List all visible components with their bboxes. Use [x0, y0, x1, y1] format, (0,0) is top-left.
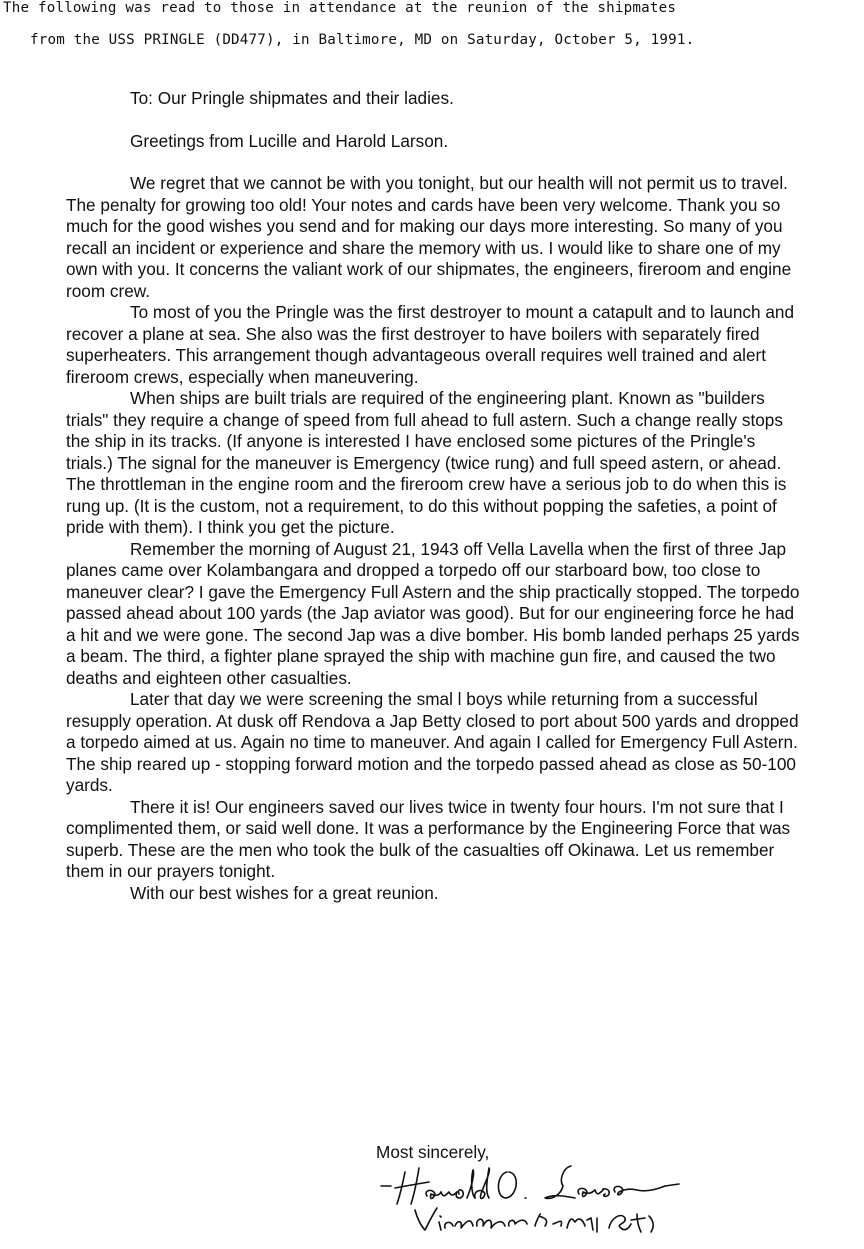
closing: Most sincerely,	[376, 1142, 490, 1162]
greeting: Greetings from Lucille and Harold Larson.	[130, 130, 449, 151]
salutation: To: Our Pringle shipmates and their ladies.	[130, 88, 454, 108]
paragraph: To most of you the Pringle was the first destroyer to mount a catapult and to launch and recover a plane at sea. She also was the first destroyer to have boilers with separately fired superheaters. This arrangement though advantageous overall requires well trained and alert fireroom crews, especially when maneuvering.	[66, 302, 795, 387]
handwritten-signature	[375, 1160, 715, 1240]
signature-scribble	[375, 1160, 715, 1240]
paragraph: Later that day we were screening the smal l boys while returning from a successful resupply operation. At dusk off Rendova a Jap Betty closed to port about 500 yards and dropped a torpedo aimed at us. Again no time to maneuver. And again I called for Emergency Full Astern. The ship reared up - stopping forward motion and the torpedo passed ahead as close as 50-100 yards.	[66, 689, 799, 795]
paragraph: There it is! Our engineers saved our lives twice in twenty four hours. I'm not sure that I complimented them, or said well done. It was a performance by the Engineering Force that was superb. These are the men who took the bulk of the casualties off Okinawa. Let us remember them in our prayers tonight.	[66, 796, 791, 881]
paragraph: We regret that we cannot be with you tonight, but our health will not permit us to travel. The penalty for growing too old! Your notes and cards have been very welcome. Thank you so much for the good wishes you send and for making our days more interesting. So many of you recall an incident or experience and share the memory with us. I would like to share one of my own with you. It concerns the valiant work of our shipmates, the engineers, fireroom and engine room crew.	[66, 173, 792, 301]
letter-body	[66, 88, 806, 904]
header-line-2: from the USS PRINGLE (DD477), in Baltimore, MD on Saturday, October 5, 1991.	[30, 32, 695, 48]
paragraph: When ships are built trials are required of the engineering plant. Known as "builders trials" they require a change of speed from full ahead to full astern. Such a change really stops the ship in its tracks. (If anyone is interested I have enclosed some pictures of the Pringle's trials.) The signal for the maneuver is Emergency (twice rung) and full speed astern, or ahead. The throttleman in the engine room and the fireroom crew have a serious job to do when this is rung up. (It is the custom, not a requirement, to do this without popping the safeties, a point of pride with them). I think you get the picture.	[66, 388, 787, 537]
paragraph: With our best wishes for a great reunion.	[130, 882, 439, 903]
paragraph: Remember the morning of August 21, 1943 off Vella Lavella when the first of three Jap planes came over Kolambangara and dropped a torpedo off our starboard bow, too close to maneuver clear? I gave the Emergency Full Astern and the ship practically stopped. The torpedo passed ahead about 100 yards (the Jap aviator was good). But for our engineering force he had a hit and we were gone. The second Jap was a dive bomber. His bomb landed perhaps 25 yards a beam. The third, a fighter plane sprayed the ship with machine gun fire, and caused the two deaths and eighteen other casualties.	[66, 538, 800, 688]
header-line-1: The following was read to those in attendance at the reunion of the shipmates	[3, 0, 677, 16]
